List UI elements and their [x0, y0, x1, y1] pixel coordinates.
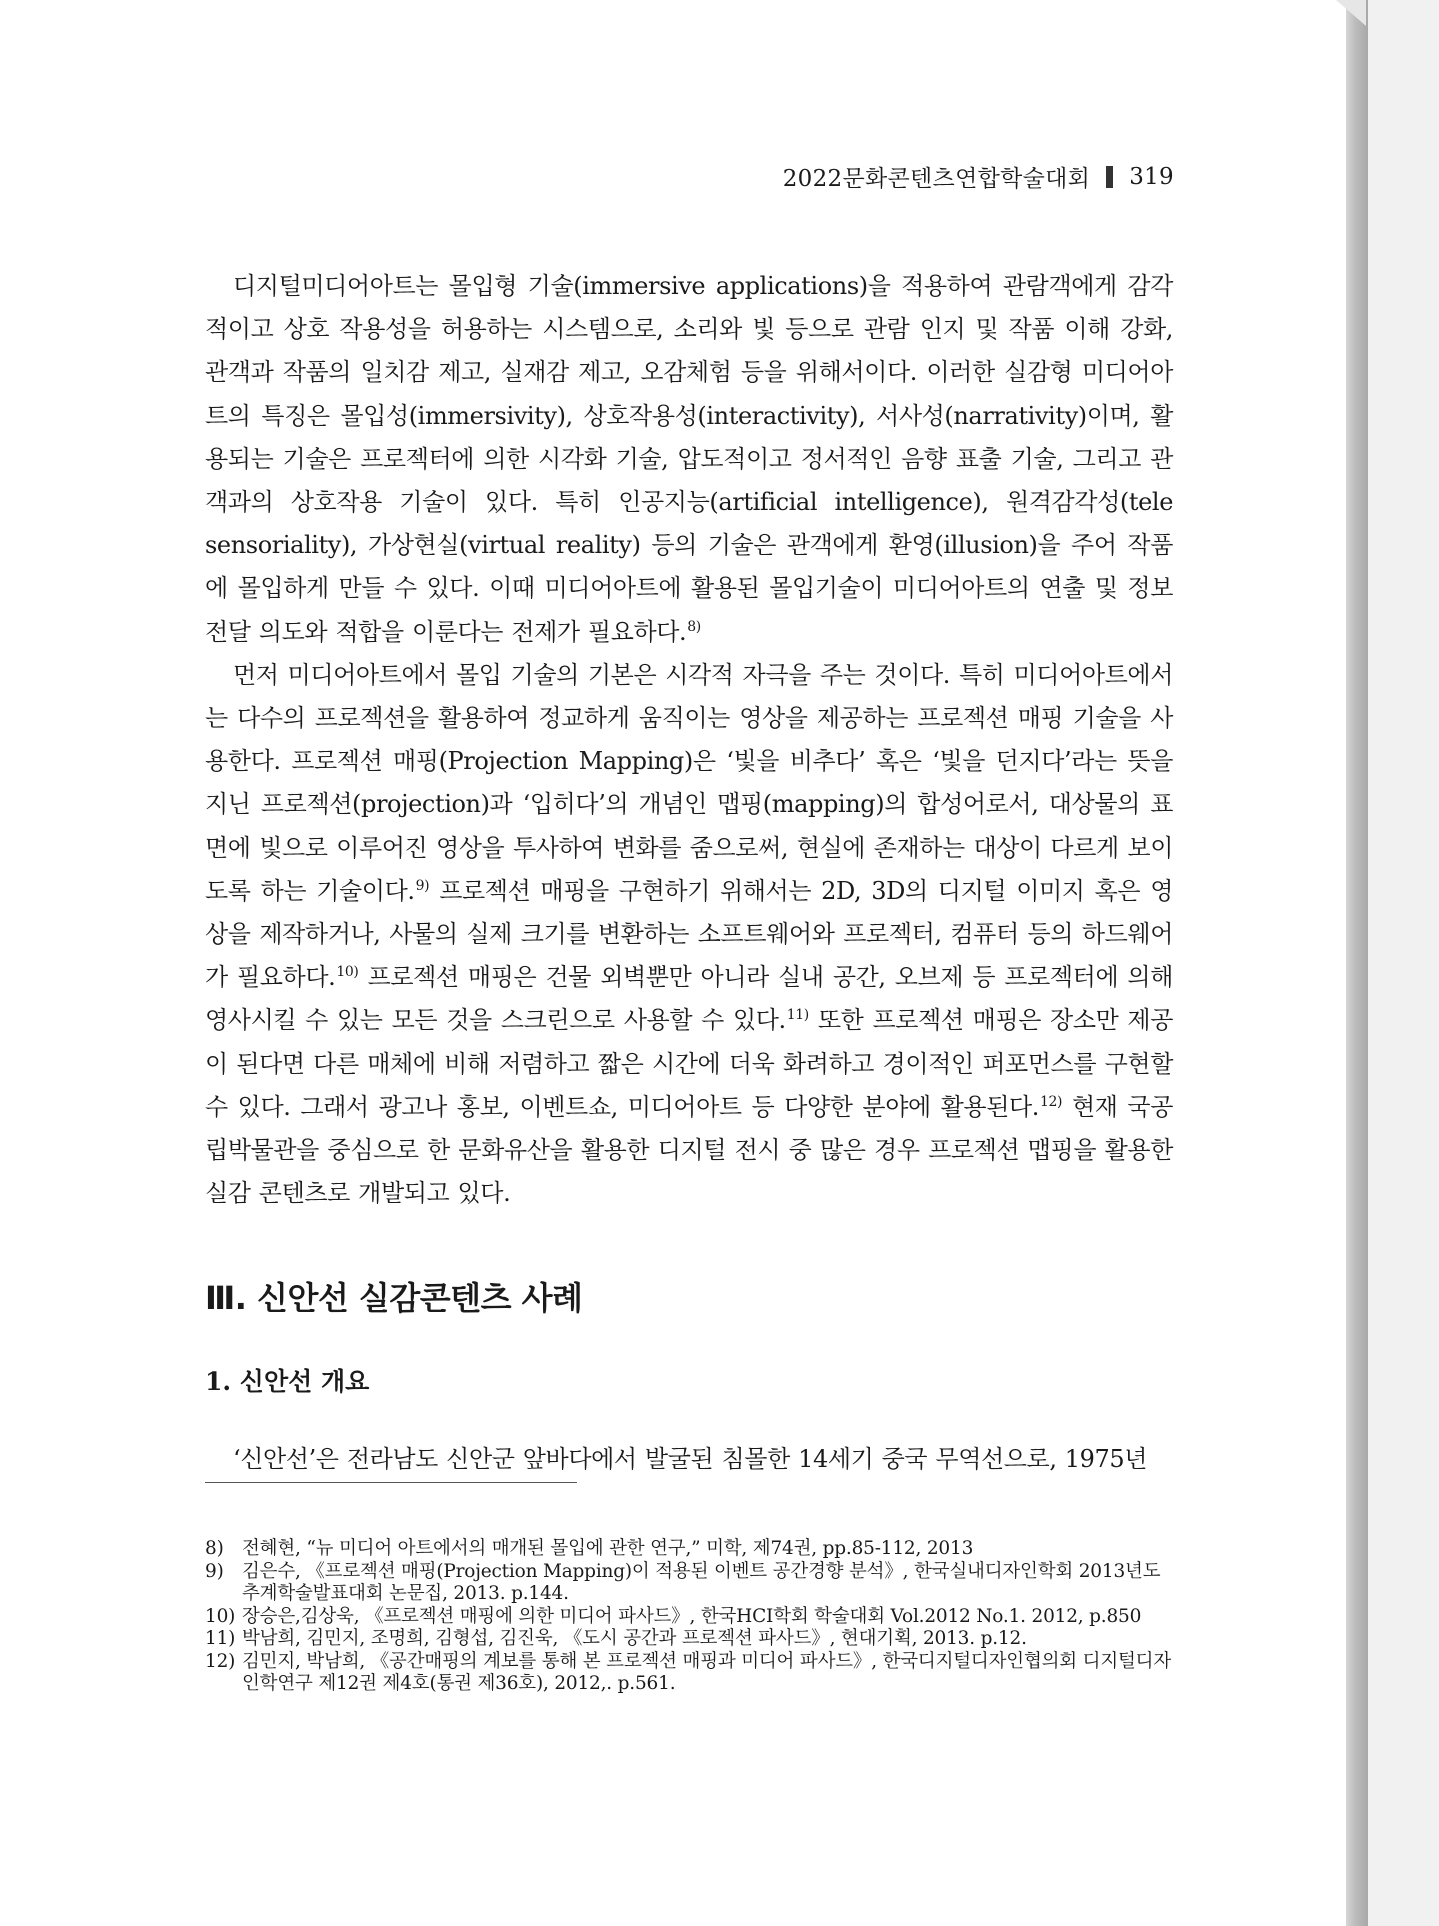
footnote-item: [205, 1561, 1173, 1606]
body-paragraph-1: [205, 265, 1173, 654]
paragraph-text: 먼저 미디어아트에서 몰입 기술의 기본은 시각적 자극을 주는 것이다. 특히 미디어아트에서는 다수의 프로젝션을 활용하여 정교하게 움직이는 영상을 제공하는 프로젝션 매핑 기술을 사용한다. 프로젝션 매핑(Projection Mapping)은 ‘빛을 비추다’ 혹은 ‘빛을 던지다’라는 뜻을 지닌 프로젝션(projection)과 ‘입히다’의 개념인 맵핑(mapping)의 합성어로서, 대상물의 표면에 빛으로 이루어진 영상을 투사하여 변화를 줌으로써, 현실에 존재하는 대상이 다르게 보이도록 하는 기술이다.: [205, 660, 1173, 905]
paragraph-text: 현재 국공립박물관을 중심으로 한 문화유산을 활용한 디지털 전시 중 많은 경우 프로젝션 맵핑을 활용한 실감 콘텐츠로 개발되고 있다.: [205, 1092, 1174, 1208]
section-title: Ⅲ. 신안선 실감콘텐츠 사례: [205, 1279, 583, 1318]
paragraph-text: 또한 프로젝션 매핑은 장소만 제공이 된다면 다른 매체에 비해 저렴하고 짧은 시간에 더욱 화려하고 경이적인 퍼포먼스를 구현할 수 있다. 그래서 광고나 홍보, 이벤트쇼, 미디어아트 등 다양한 분야에 활용된다.: [205, 1006, 1173, 1121]
footnote-item: [205, 1628, 1173, 1651]
paragraph-text: 디지털미디어아트는 몰입형 기술(immersive applications)을 적용하여 관람객에게 감각적이고 상호 작용성을 허용하는 시스템으로, 소리와 빛 등으로 관람 인지 및 작품 이해 강화, 관객과 작품의 일치감 제고, 실재감 제고, 오감체험 등을 위해서이다. 이러한 실감형 미디어아트의 특징은 몰입성(immersivity), 상호작용성(interactivity), 서사성(narrativity)이며, 활용되는 기술은 프로젝터에 의한 시각화 기술, 압도적이고 정서적인 음향 표출 기술, 그리고 관객과의 상호작용 기술이 있다. 특히 인공지능(artificial intelligence), 원격감각성(tele sensoriality), 가상현실(virtual reality) 등의 기술은 관객에게 환영(illusion)을 주어 작품에 몰입하게 만들 수 있다. 이때 미디어아트에 활용된 몰입기술이 미디어아트의 연출 및 정보전달 의도와 적합을 이룬다는 전제가 필요하다.: [205, 272, 1173, 646]
footnote-text: 박남희, 김민지, 조명희, 김형섭, 김진욱, 《도시 공간과 프로젝션 파사드》, 현대기획, 2013. p.12.: [242, 1628, 1027, 1649]
footnote-text: 김은수, 《프로젝션 매핑(Projection Mapping)이 적용된 이벤트 공간경향 분석》, 한국실내디자인학회 2013년도 추계학술발표대회 논문집, 2013. p.144.: [242, 1560, 1161, 1604]
header-title: 2022문화콘텐츠연합학술대회: [782, 166, 1091, 192]
header-separator-bar: [1106, 166, 1113, 188]
footnote-ref-12: 12): [1040, 1093, 1063, 1110]
footnotes: [205, 1538, 1173, 1696]
paragraph-text: 프로젝션 매핑을 구현하기 위해서는 2D, 3D의 디지털 이미지 혹은 영상을 제작하거나, 사물의 실제 크기를 변환하는 소프트웨어와 프로젝터, 컴퓨터 등의 하드웨어가 필요하다.: [205, 876, 1173, 992]
footnote-item: [205, 1606, 1173, 1629]
footnote-item: [205, 1538, 1173, 1561]
footnote-divider: [205, 1482, 577, 1483]
body-paragraph-2: [205, 654, 1173, 1216]
page-corner-fold: [1336, 0, 1366, 26]
page-number: 319: [1129, 163, 1174, 190]
paragraph-text: 프로젝션 매핑은 건물 외벽뿐만 아니라 실내 공간, 오브제 등 프로젝터에 의해 영사시킬 수 있는 모든 것을 스크린으로 사용할 수 있다.: [205, 963, 1173, 1035]
footnote-ref-10: 10): [336, 964, 359, 981]
footnote-number: 12): [205, 1650, 236, 1672]
running-header: [783, 160, 1174, 193]
footnote-ref-9: 9): [415, 877, 430, 894]
footnote-number: 10): [205, 1605, 236, 1627]
footnote-item: [205, 1651, 1173, 1696]
footnote-number: 8): [205, 1538, 224, 1559]
page-stack-edge: [1346, 0, 1368, 1926]
body-paragraph-3: ‘신안선’은 전라남도 신안군 앞바다에서 발굴된 침몰한 14세기 중국 무역선으로, 1975년: [233, 1445, 1148, 1474]
body-content: [205, 265, 1173, 1482]
footnote-ref-8: 8): [687, 618, 701, 635]
footnote-number: 9): [205, 1560, 224, 1582]
subsection-title: 1. 신안선 개요: [205, 1367, 370, 1397]
footnote-text: 장승은,김상욱, 《프로젝션 매핑에 의한 미디어 파사드》, 한국HCI학회 학술대회 Vol.2012 No.1. 2012, p.850: [242, 1605, 1142, 1627]
footnote-text: 김민지, 박남희, 《공간매핑의 계보를 통해 본 프로젝션 매핑과 미디어 파사드》, 한국디지털디자인협의회 디지털디자인학연구 제12권 제4호(통권 제36호), 2012,. p.561.: [242, 1650, 1171, 1694]
footnote-number: 11): [205, 1628, 236, 1649]
footnote-text: 전혜현, “뉴 미디어 아트에서의 매개된 몰입에 관한 연구,” 미학, 제74권, pp.85-112, 2013: [242, 1538, 974, 1559]
footnote-ref-11: 11): [786, 1007, 809, 1024]
